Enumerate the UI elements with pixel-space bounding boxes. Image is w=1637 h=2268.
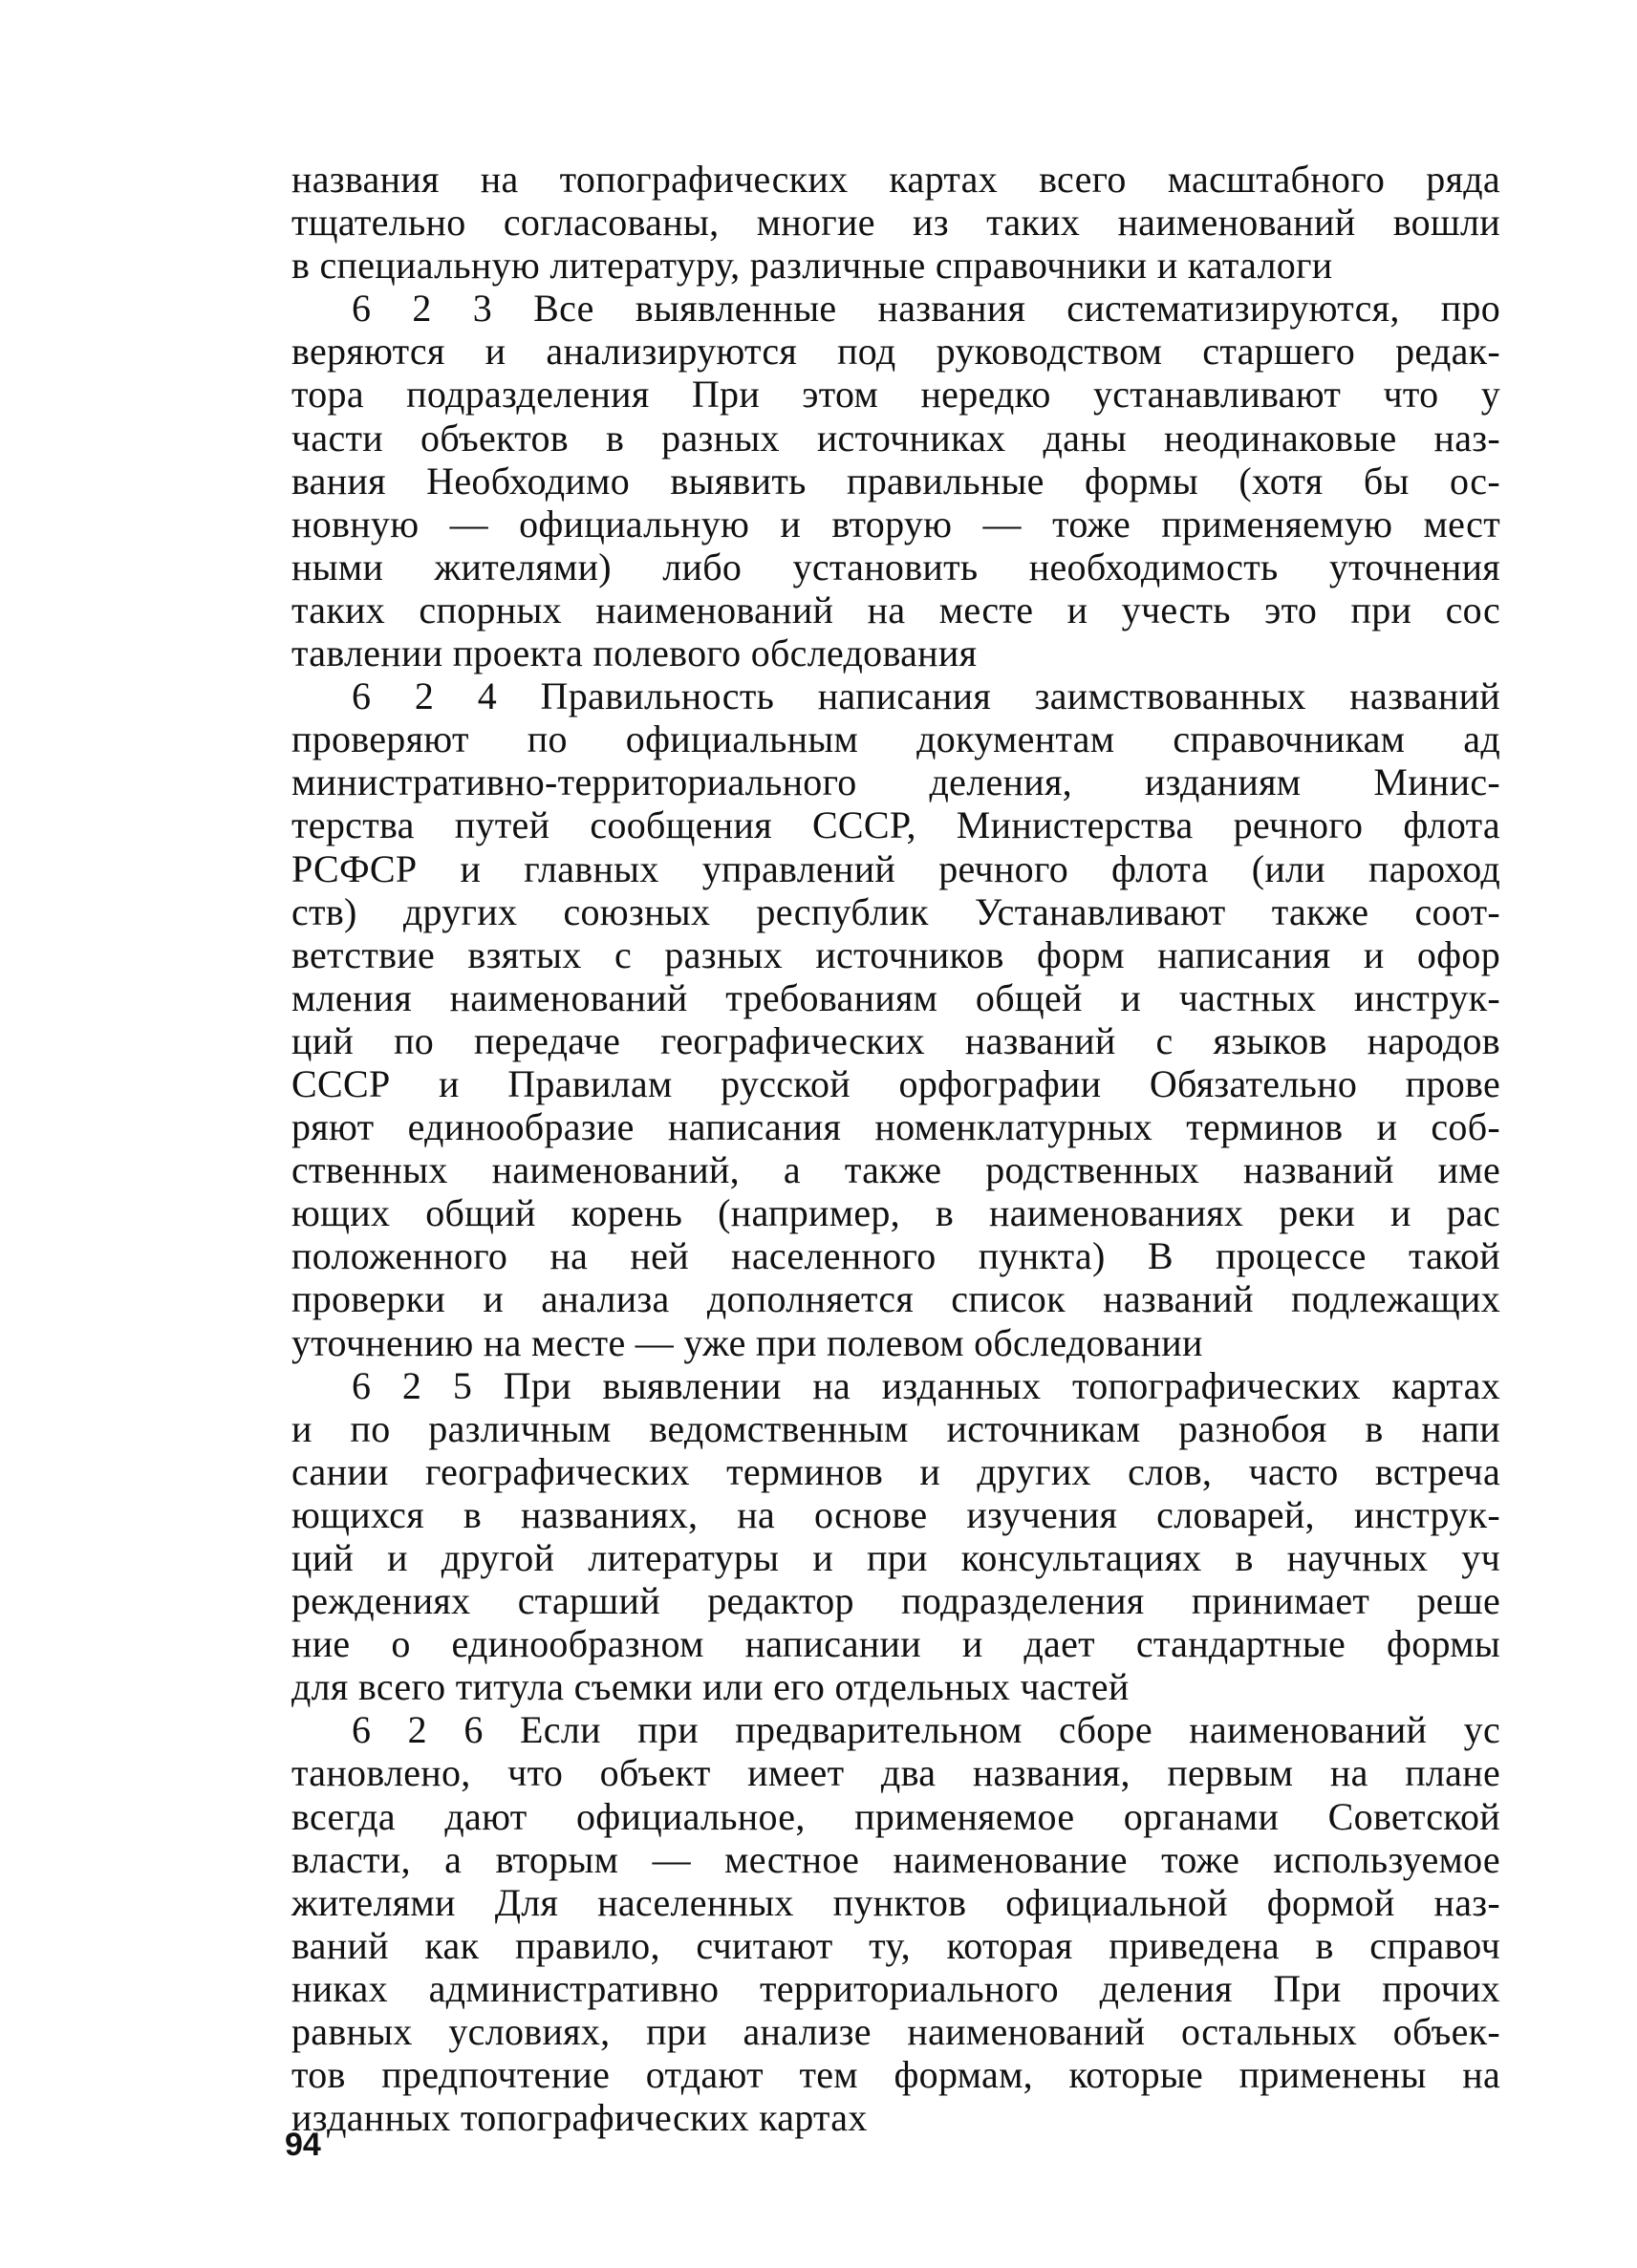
text-line: мления наименований требованиям общей и частных инструк- bbox=[291, 975, 1500, 1019]
text-line: проверки и анализа дополняется список названий подлежащих bbox=[291, 1277, 1500, 1321]
text-line: и по различным ведомственным источникам разнобоя в напи bbox=[291, 1406, 1500, 1450]
text-line: в специальную литературу, различные справочники и каталоги bbox=[291, 244, 1333, 288]
text-line: названия на топографических картах всего масштабного ряда bbox=[291, 158, 1500, 201]
page-body bbox=[291, 158, 1500, 2139]
text-line: ряют единообразие написания номенклатурных терминов и соб- bbox=[291, 1105, 1500, 1149]
text-line: СССР и Правилам русской орфографии Обязательно прове bbox=[291, 1061, 1500, 1105]
text-line: ние о единообразном написании и дает стандартные формы bbox=[291, 1622, 1500, 1666]
text-line: ств) других союзных республик Устанавливают также соот- bbox=[291, 889, 1500, 933]
text-line: жителями Для населенных пунктов официальной формой наз- bbox=[291, 1880, 1500, 1924]
text-line: таких спорных наименований на месте и учесть это при сос bbox=[291, 588, 1500, 631]
text-line: 6 2 6 Если при предварительном сборе наименований ус bbox=[352, 1708, 1500, 1752]
text-line: изданных топографических картах bbox=[291, 2096, 868, 2140]
text-line: тора подразделения При этом нередко устанавливают что у bbox=[291, 373, 1500, 417]
paragraph-6-2-5 bbox=[291, 1364, 1500, 1709]
text-line: ваний как правило, считают ту, которая приведена в справоч bbox=[291, 1923, 1500, 1967]
text-line: тов предпочтение отдают тем формам, которые применены на bbox=[291, 2053, 1500, 2097]
text-line: равных условиях, при анализе наименований остальных объек- bbox=[291, 2010, 1500, 2054]
text-line: веряются и анализируются под руководством старшего редак- bbox=[291, 330, 1500, 374]
text-line: сании географических терминов и других слов, часто встреча bbox=[291, 1449, 1500, 1493]
paragraph-6-2-4 bbox=[291, 674, 1500, 1364]
text-line: РСФСР и главных управлений речного флота (или пароход bbox=[291, 846, 1500, 890]
text-line: реждениях старший редактор подразделения принимает реше bbox=[291, 1579, 1500, 1623]
text-line: власти, а вторым — местное наименование тоже используемое bbox=[291, 1837, 1500, 1881]
text-line: вания Необходимо выявить правильные формы (хотя бы ос- bbox=[291, 459, 1500, 503]
text-line: ветствие взятых с разных источников форм написания и офор bbox=[291, 932, 1500, 976]
text-line: ственных наименований, а также родственных названий име bbox=[291, 1148, 1500, 1192]
text-line: ющихся в названиях, на основе изучения словарей, инструк- bbox=[291, 1492, 1500, 1536]
text-line: 6 2 5 При выявлении на изданных топографических картах bbox=[352, 1363, 1500, 1407]
text-line: всегда дают официальное, применяемое органами Советской bbox=[291, 1794, 1500, 1838]
text-line: ющих общий корень (например, в наименованиях реки и рас bbox=[291, 1191, 1500, 1235]
text-line: никах административно территориального деления При прочих bbox=[291, 1966, 1500, 2010]
text-line: министративно-территориального деления, изданиям Минис- bbox=[291, 760, 1500, 804]
text-line: тщательно согласованы, многие из таких наименований вошли bbox=[291, 201, 1500, 245]
text-line: ций по передаче географических названий с языков народов bbox=[291, 1018, 1500, 1062]
text-line: новную — официальную и вторую — тоже применяемую мест bbox=[291, 502, 1500, 546]
text-line: 6 2 4 Правильность написания заимствованных названий bbox=[352, 674, 1500, 718]
text-line: уточнению на месте — уже при полевом обследовании bbox=[291, 1320, 1203, 1364]
text-line: тавлении проекта полевого обследования bbox=[291, 631, 978, 675]
text-line: ными жителями) либо установить необходимость уточнения bbox=[291, 545, 1500, 588]
text-line: проверяют по официальным документам справочникам ад bbox=[291, 717, 1500, 761]
paragraph-1 bbox=[291, 158, 1500, 287]
text-line: для всего титула съемки или его отдельных частей bbox=[291, 1665, 1130, 1709]
text-line: части объектов в разных источниках даны неодинаковые наз- bbox=[291, 416, 1500, 460]
page-number: 94 bbox=[285, 2127, 321, 2163]
paragraph-6-2-6 bbox=[291, 1708, 1500, 2139]
text-line: положенного на ней населенного пункта) В процессе такой bbox=[291, 1234, 1500, 1278]
text-line: ций и другой литературы и при консультациях в научных уч bbox=[291, 1536, 1500, 1579]
text-line: терства путей сообщения СССР, Министерства речного флота bbox=[291, 803, 1500, 847]
text-line: тановлено, что объект имеет два названия, первым на плане bbox=[291, 1751, 1500, 1795]
paragraph-6-2-3 bbox=[291, 287, 1500, 674]
text-line: 6 2 3 Все выявленные названия систематизируются, про bbox=[352, 287, 1500, 331]
